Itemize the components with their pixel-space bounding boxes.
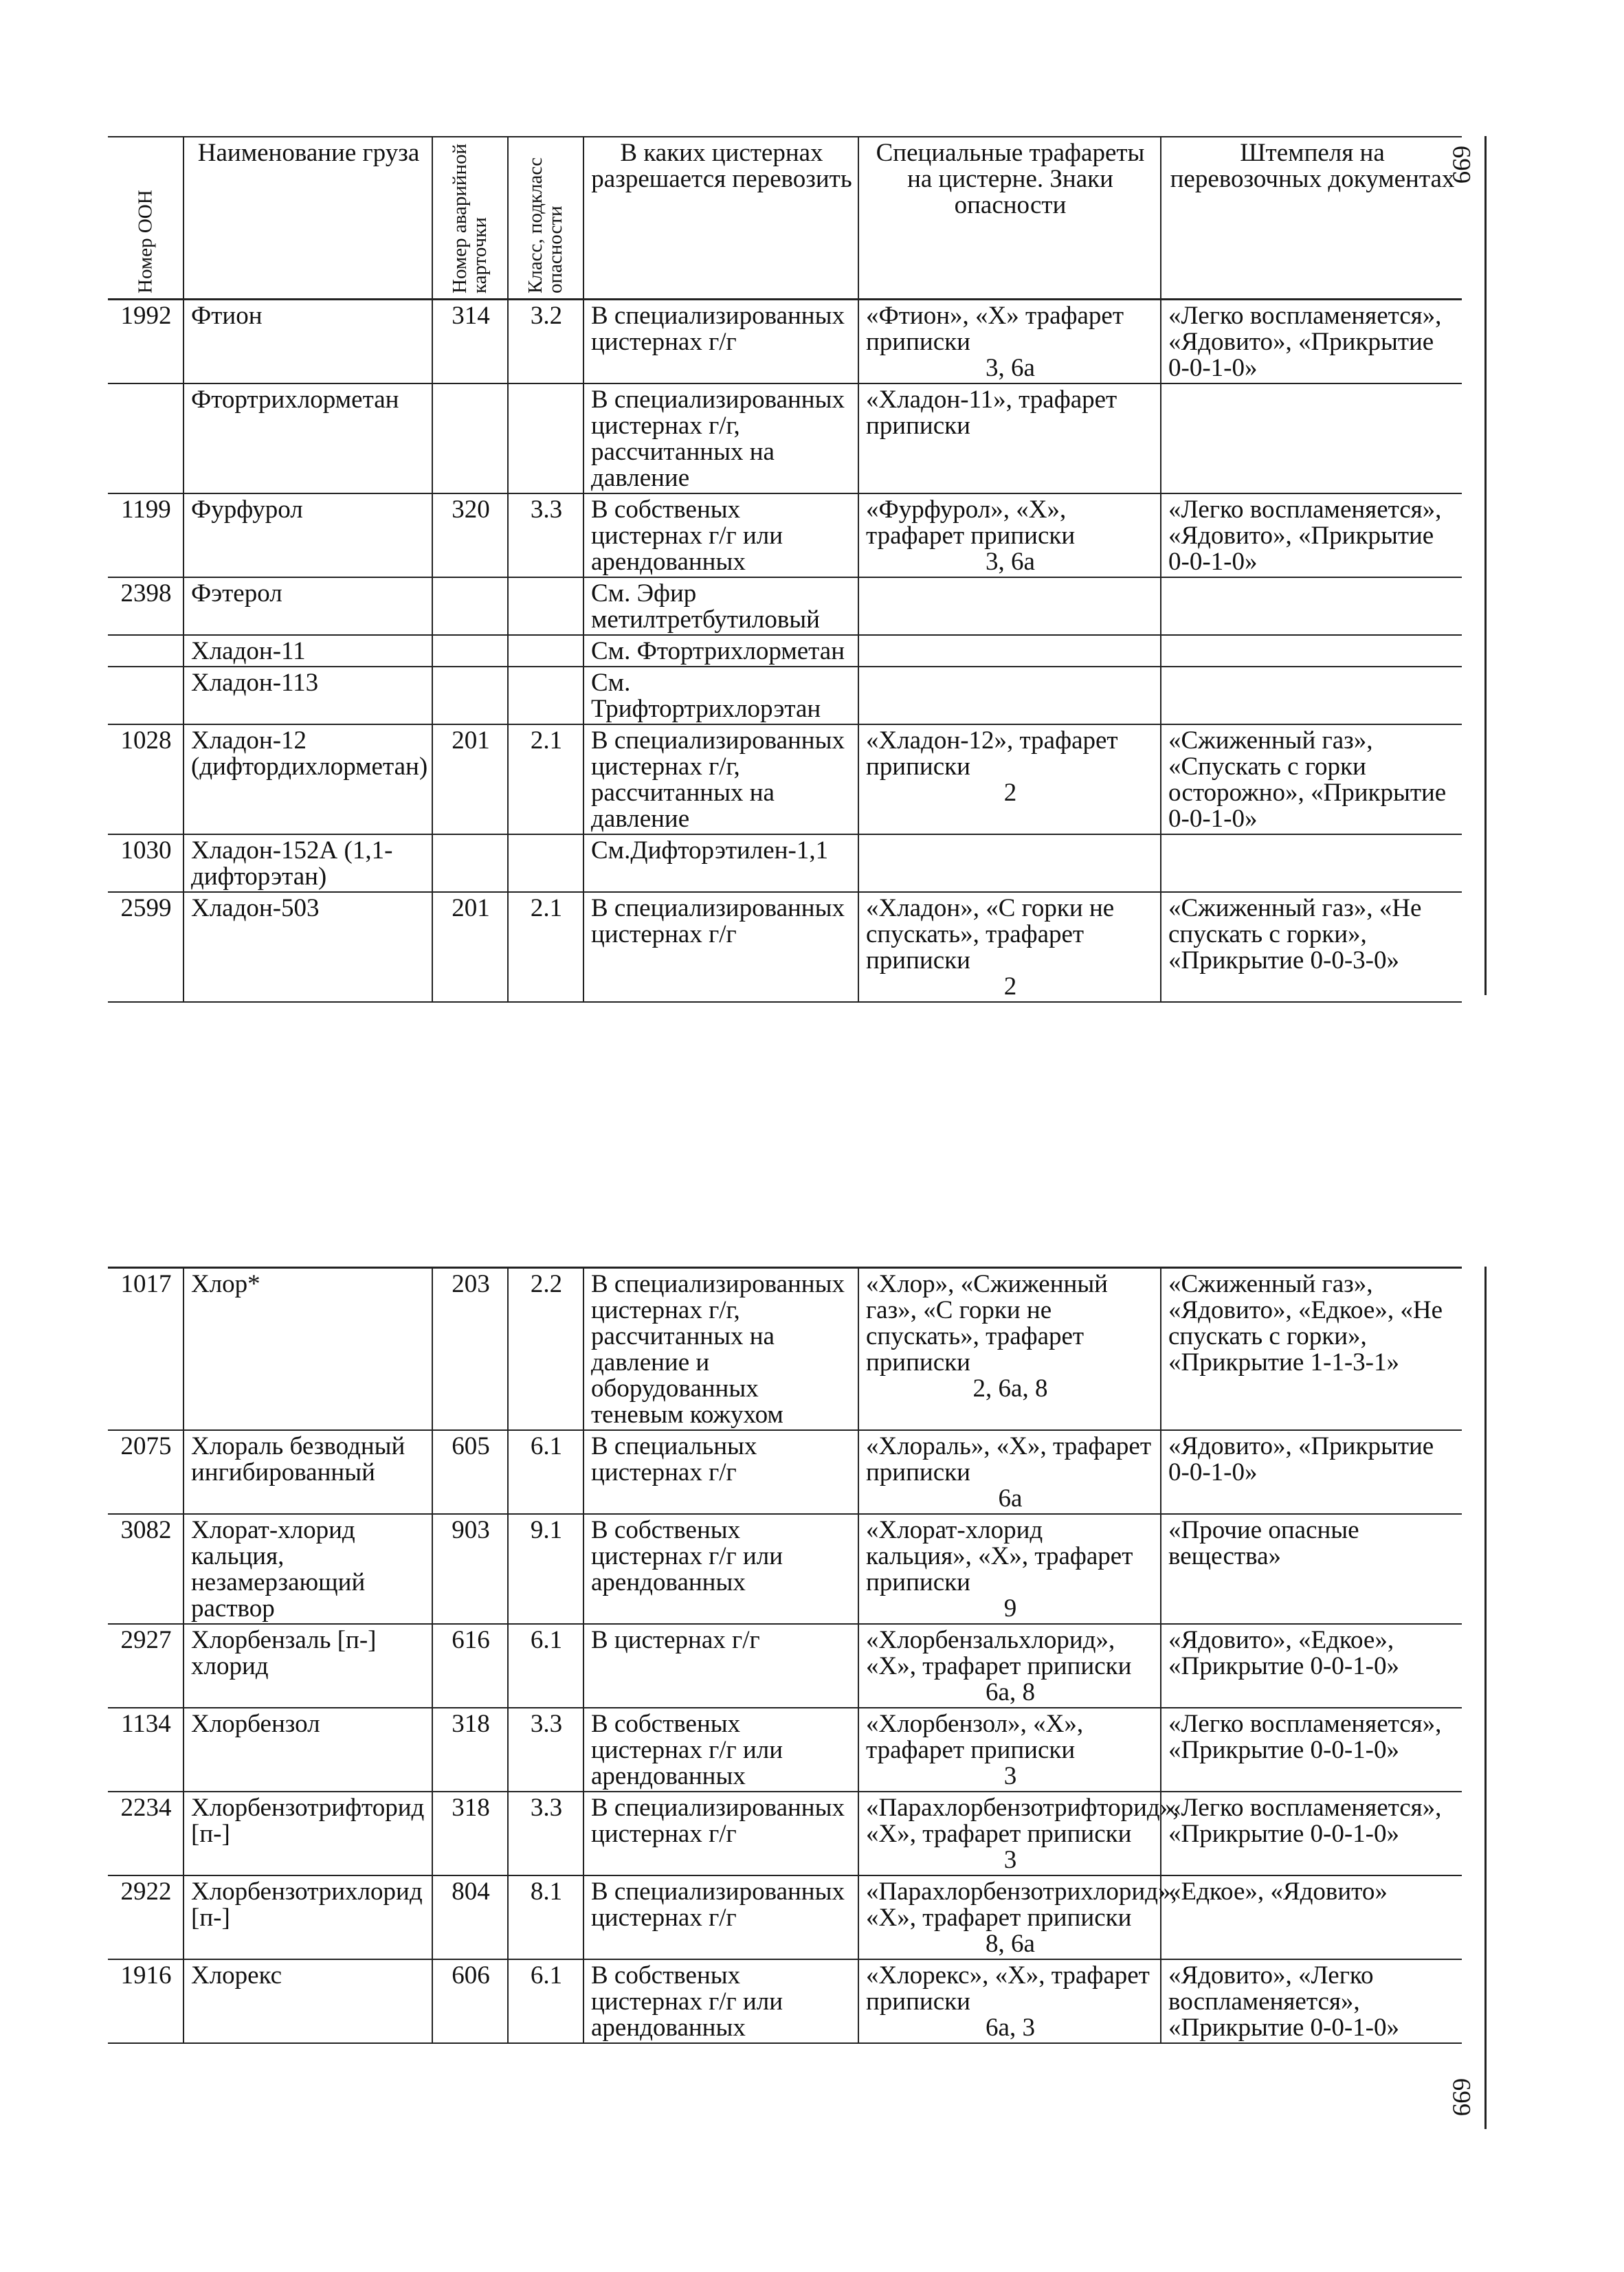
hazard-class-cell [508,577,583,635]
emergency-card-cell: 201 [432,892,508,1002]
hazard-signs: 9 [1003,1594,1017,1623]
tanks-cell: В цистернах г/г [583,1624,858,1708]
table-row [108,1514,1462,1624]
cargo-table-top [108,136,1462,1003]
tanks-cell: В специальных цистернах г/г [583,1430,858,1514]
emergency-card-cell [432,635,508,667]
tanks-cell: В специализированных цистернах г/г, рассчитанных на давление и оборудованных теневым кожухом [583,1268,858,1431]
emergency-card-cell [432,667,508,724]
stamps-cell [1161,635,1462,667]
hazard-class-cell: 6.1 [508,1430,583,1514]
tanks-cell: См. Фтортрихлорметан [583,635,858,667]
emergency-card-cell: 203 [432,1268,508,1431]
markings-cell: «Хладон-11», трафарет приписки [858,383,1161,493]
table-row [108,834,1462,892]
hazard-class-cell: 2.1 [508,892,583,1002]
tanks-cell: В собственых цистернах г/г или арендованных [583,1514,858,1624]
tanks-cell: См. Трифтортрихлорэтан [583,667,858,724]
stamps-cell: «Едкое», «Ядовито» [1161,1875,1462,1959]
header-markings: Специальные трафареты на цистерне. Знаки опасности [858,137,1161,300]
table-row [108,892,1462,1002]
table-row [108,577,1462,635]
emergency-card-cell: 616 [432,1624,508,1708]
stamps-cell: «Ядовито», «Легко воспламеняется», «Прикрытие 0-0-1-0» [1161,1959,1462,2043]
hazard-signs: 3 [1003,1846,1017,1874]
hazard-class-cell [508,834,583,892]
markings-cell: «Хлорбензальхлорид», «Х», трафарет приписки 6а, 8 [858,1624,1161,1708]
un-number-cell [108,667,183,724]
stamps-cell: «Сжиженный газ», «Ядовито», «Едкое», «Не спускать с горки», «Прикрытие 1-1-3-1» [1161,1268,1462,1431]
un-number-cell: 1028 [120,726,172,755]
markings-cell: «Хлорат-хлорид кальция», «Х», трафарет приписки 9 [858,1514,1161,1624]
un-number-cell: 2075 [120,1432,172,1460]
emergency-card-cell: 201 [432,724,508,834]
tanks-cell: В специализированных цистернах г/г, рассчитанных на давление [583,383,858,493]
table-row [108,1268,1462,1431]
hazard-class-cell [508,635,583,667]
hazard-signs: 3, 6а [986,548,1035,576]
emergency-card-cell: 606 [432,1959,508,2043]
right-margin-line-top [1484,136,1487,995]
tanks-cell: См. Эфир метилтретбутиловый [583,577,858,635]
markings-cell: «Хладон», «С горки не спускать», трафарет приписки 2 [858,892,1161,1002]
stamps-cell: «Легко воспламеняется», «Прикрытие 0-0-1-0» [1161,1708,1462,1792]
markings-cell: «Парахлорбензотрихлорид», «Х», трафарет приписки 8, 6а [858,1875,1161,1959]
markings-cell: «Парахлорбензотрифторид», «Х», трафарет приписки 3 [858,1792,1161,1875]
table-row [108,1959,1462,2043]
table-row [108,724,1462,834]
un-number-cell: 1916 [120,1961,172,1990]
un-number-cell: 2922 [120,1878,172,1906]
markings-cell: «Хладон-12», трафарет приписки 2 [858,724,1161,834]
hazard-class-cell: 8.1 [508,1875,583,1959]
stamps-cell [1161,577,1462,635]
un-number-cell: 1030 [120,836,172,865]
cargo-name-cell: Хлорбензотрифторид [п-] [183,1792,432,1875]
table-row [108,1708,1462,1792]
markings-cell: «Хлорекс», «Х», трафарет приписки 6а, 3 [858,1959,1161,2043]
hazard-signs: 3 [1003,1762,1017,1790]
un-number-cell: 1992 [120,302,172,330]
page-number-top: 699 [1446,145,1475,184]
header-hazard-class: Класс, подкласс опасности [508,137,583,300]
stamps-cell [1161,667,1462,724]
stamps-cell [1161,383,1462,493]
stamps-cell: «Прочие опасные вещества» [1161,1514,1462,1624]
header-un-number: Номер ООН [134,190,156,293]
cargo-name-cell: Хлорекс [183,1959,432,2043]
header-tanks: В каких цистернах разрешается перевозить [583,137,858,300]
markings-cell: «Фурфурол», «Х», трафарет приписки 3, 6а [858,493,1161,577]
stamps-cell: «Сжиженный газ», «Не спускать с горки», «Прикрытие 0-0-3-0» [1161,892,1462,1002]
cargo-name-cell: Фтион [183,300,432,384]
markings-cell: «Фтион», «Х» трафарет приписки 3, 6а [858,300,1161,384]
table-row [108,1875,1462,1959]
cargo-name-cell: Фтортрихлорметан [183,383,432,493]
markings-cell [858,667,1161,724]
hazard-signs: 8, 6а [986,1930,1035,1958]
table-row [108,1792,1462,1875]
cargo-name-cell: Хлораль безводный ингибированный [183,1430,432,1514]
hazard-class-cell: 3.3 [508,493,583,577]
cargo-name-cell: Хлорат-хлорид кальция, незамерзающий раствор [183,1514,432,1624]
emergency-card-cell [432,577,508,635]
stamps-cell: «Сжиженный газ», «Спускать с горки осторожно», «Прикрытие 0-0-1-0» [1161,724,1462,834]
cargo-name-cell: Хлорбензол [183,1708,432,1792]
hazard-class-cell [508,383,583,493]
tanks-cell: В специализированных цистернах г/г [583,300,858,384]
markings-cell [858,635,1161,667]
emergency-card-cell: 903 [432,1514,508,1624]
page-number-bottom: 699 [1446,2078,1475,2117]
tanks-cell: В собственых цистернах г/г или арендованных [583,1708,858,1792]
hazard-signs: 2 [1003,972,1017,1001]
right-margin-line-bottom [1484,1267,1487,2129]
un-number-cell: 2927 [120,1626,172,1654]
emergency-card-cell: 314 [432,300,508,384]
stamps-cell: «Ядовито», «Прикрытие 0-0-1-0» [1161,1430,1462,1514]
cargo-name-cell: Хладон-152А (1,1-дифторэтан) [183,834,432,892]
hazard-class-cell: 6.1 [508,1624,583,1708]
un-number-cell: 3082 [120,1516,172,1544]
cargo-name-cell: Хлорбензаль [п-] хлорид [183,1624,432,1708]
stamps-cell [1161,834,1462,892]
tanks-cell: В собственых цистернах г/г или арендованных [583,1959,858,2043]
cargo-name-cell: Фурфурол [183,493,432,577]
cargo-name-cell: Хлор* [183,1268,432,1431]
hazard-class-cell: 2.1 [508,724,583,834]
cargo-name-cell: Фэтерол [183,577,432,635]
cargo-name-cell: Хладон-503 [183,892,432,1002]
tanks-cell: См.Дифторэтилен-1,1 [583,834,858,892]
cargo-name-cell: Хладон-12 (дифтордихлорметан) [183,724,432,834]
hazard-class-cell: 3.3 [508,1792,583,1875]
un-number-cell: 2234 [120,1794,172,1822]
tanks-cell: В специализированных цистернах г/г [583,892,858,1002]
emergency-card-cell: 318 [432,1708,508,1792]
emergency-card-cell: 320 [432,493,508,577]
hazard-class-cell: 9.1 [508,1514,583,1624]
hazard-class-cell: 3.3 [508,1708,583,1792]
header-row [108,137,1462,300]
emergency-card-cell: 605 [432,1430,508,1514]
hazard-signs: 3, 6а [986,354,1035,382]
hazard-signs: 6а [998,1484,1023,1513]
emergency-card-cell: 804 [432,1875,508,1959]
un-number-cell: 1017 [120,1270,172,1298]
table-row [108,300,1462,384]
header-cargo-name: Наименование груза [183,137,432,300]
stamps-cell: «Ядовито», «Едкое», «Прикрытие 0-0-1-0» [1161,1624,1462,1708]
markings-cell: «Хлораль», «Х», трафарет приписки 6а [858,1430,1161,1514]
table-row [108,1430,1462,1514]
table-row [108,1624,1462,1708]
cargo-table-bottom [108,1267,1462,2044]
cargo-name-cell: Хлорбензотрихлорид [п-] [183,1875,432,1959]
emergency-card-cell: 318 [432,1792,508,1875]
un-number-cell [108,635,183,667]
table-row [108,635,1462,667]
markings-cell: «Хлорбензол», «Х», трафарет приписки 3 [858,1708,1161,1792]
hazard-signs: 2 [1003,779,1017,807]
hazard-signs: 6а, 3 [986,2014,1035,2042]
cargo-name-cell: Хладон-11 [183,635,432,667]
un-number-cell: 2398 [120,579,172,608]
hazard-class-cell: 6.1 [508,1959,583,2043]
tanks-cell: В специализированных цистернах г/г [583,1875,858,1959]
cargo-name-cell: Хладон-113 [183,667,432,724]
markings-cell: «Хлор», «Сжиженный газ», «С горки не спускать», трафарет приписки 2, 6а, 8 [858,1268,1161,1431]
table-row [108,493,1462,577]
stamps-cell: «Легко воспламеняется», «Ядовито», «Прикрытие 0-0-1-0» [1161,300,1462,384]
markings-cell [858,577,1161,635]
stamps-cell: «Легко воспламеняется», «Прикрытие 0-0-1-0» [1161,1792,1462,1875]
header-emergency-card: Номер аварийной карточки [432,137,508,300]
stamps-cell: «Легко воспламеняется», «Ядовито», «Прикрытие 0-0-1-0» [1161,493,1462,577]
table-row [108,667,1462,724]
hazard-signs: 2, 6а, 8 [972,1374,1048,1403]
markings-cell [858,834,1161,892]
hazard-class-cell: 3.2 [508,300,583,384]
hazard-signs: 6а, 8 [986,1678,1035,1706]
hazard-class-cell: 2.2 [508,1268,583,1431]
un-number-cell: 1199 [121,495,171,524]
un-number-cell: 2599 [120,894,172,922]
tanks-cell: В собственых цистернах г/г или арендованных [583,493,858,577]
tanks-cell: В специализированных цистернах г/г, рассчитанных на давление [583,724,858,834]
emergency-card-cell [432,383,508,493]
un-number-cell [108,383,183,493]
un-number-cell: 1134 [121,1710,171,1738]
hazard-class-cell [508,667,583,724]
table-row [108,383,1462,493]
tanks-cell: В специализированных цистернах г/г [583,1792,858,1875]
header-stamps: Штемпеля на перевозочных документах [1161,137,1462,300]
emergency-card-cell [432,834,508,892]
